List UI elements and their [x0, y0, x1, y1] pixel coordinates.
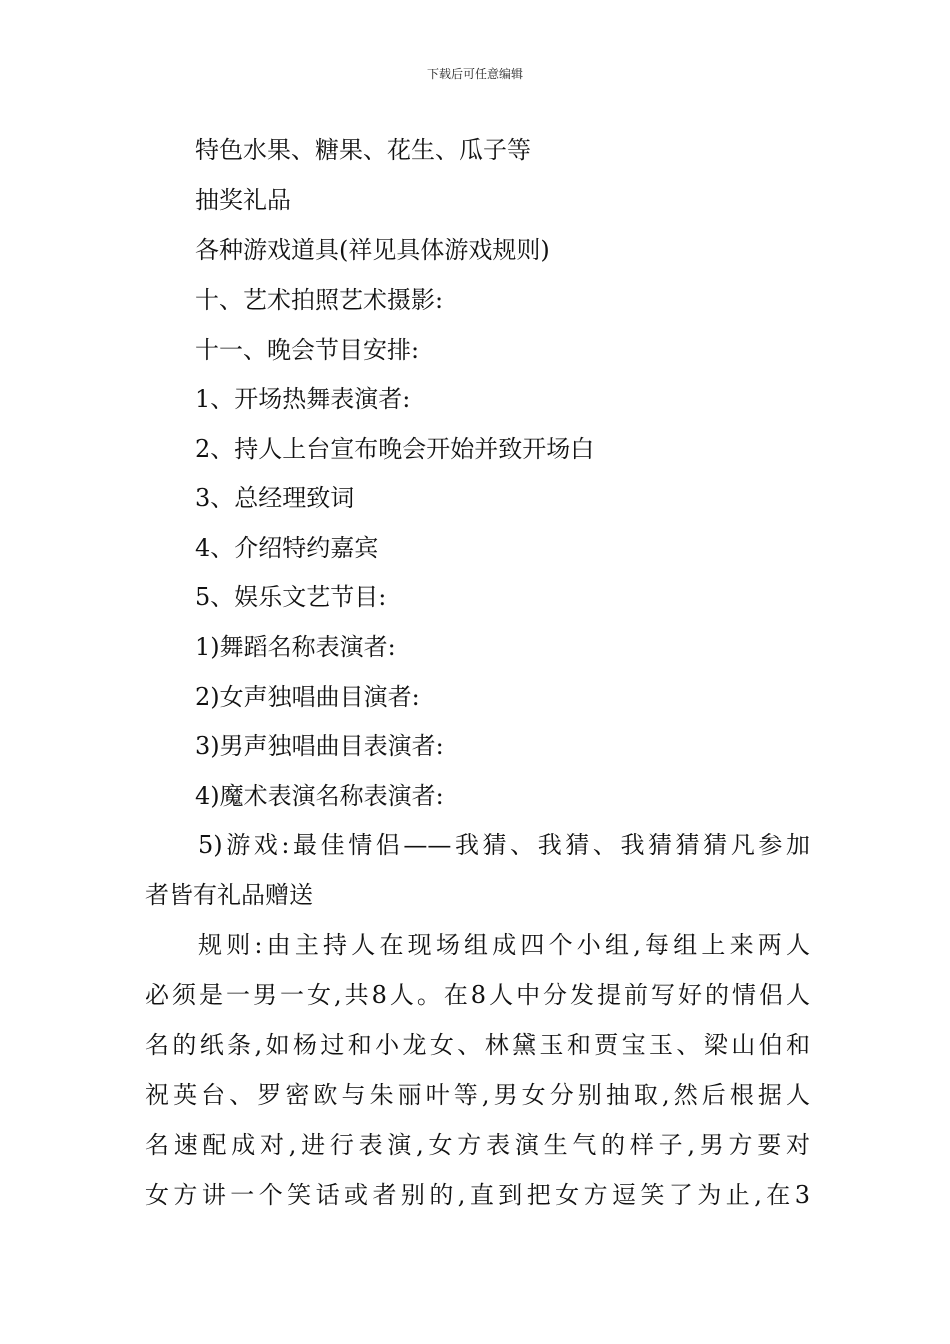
section-heading: 十一、晚会节目安排:: [195, 336, 420, 364]
sub-program-item: 2)女声独唱曲目演者:: [195, 683, 420, 711]
rules-paragraph-line: 名的纸条,如杨过和小龙女、林黛玉和贾宝玉、梁山伯和: [145, 1031, 810, 1059]
program-item: 5、娱乐文艺节目:: [195, 583, 387, 611]
program-item: 2、持人上台宣布晚会开始并致开场白: [195, 435, 595, 463]
text-line: 抽奖礼品: [195, 186, 291, 214]
program-item: 3、总经理致词: [195, 484, 355, 512]
rules-paragraph-line: 必须是一男一女,共8人。在8人中分发提前写好的情侣人: [145, 981, 810, 1009]
rules-paragraph-line: 祝英台、罗密欧与朱丽叶等,男女分别抽取,然后根据人: [145, 1081, 810, 1109]
sub-program-item: 5)游戏:最佳情侣——我猜、我猜、我猜猜猜凡参加: [198, 831, 810, 859]
rules-paragraph-line: 规则:由主持人在现场组成四个小组,每组上来两人: [198, 931, 810, 959]
paragraph-line: 者皆有礼品赠送: [145, 881, 313, 909]
sub-program-item: 4)魔术表演名称表演者:: [195, 782, 444, 810]
rules-paragraph-line: 名速配成对,进行表演,女方表演生气的样子,男方要对: [145, 1131, 810, 1159]
sub-program-item: 1)舞蹈名称表演者:: [195, 633, 396, 661]
section-heading: 十、艺术拍照艺术摄影:: [195, 286, 444, 314]
sub-program-item: 3)男声独唱曲目表演者:: [195, 732, 444, 760]
text-line: 各种游戏道具(祥见具体游戏规则): [195, 236, 550, 264]
rules-paragraph-line: 女方讲一个笑话或者别的,直到把女方逗笑了为止,在3: [145, 1181, 810, 1209]
program-item: 1、开场热舞表演者:: [195, 385, 411, 413]
page-header: 下载后可任意编辑: [426, 67, 523, 81]
text-line: 特色水果、糖果、花生、瓜子等: [195, 136, 531, 164]
program-item: 4、介绍特约嘉宾: [195, 534, 379, 562]
